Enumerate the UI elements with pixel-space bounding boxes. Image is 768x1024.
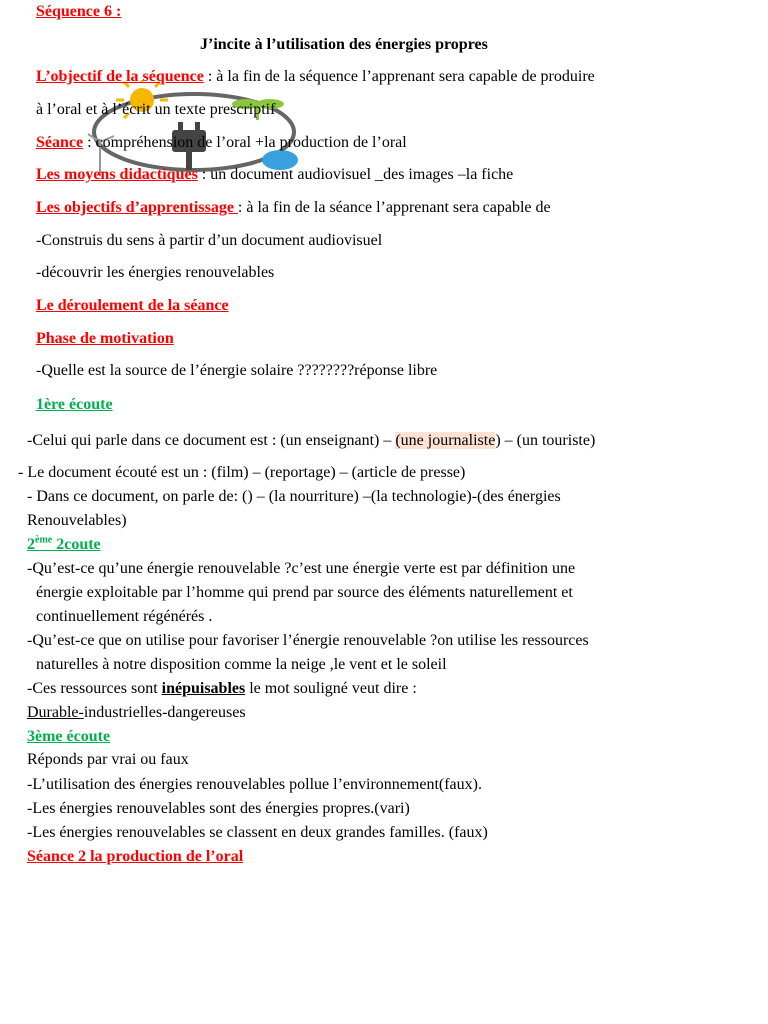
ecoute2-rest: 2coute xyxy=(52,536,101,553)
highlighted-answer: (une journaliste xyxy=(395,432,496,449)
question-speaker-a: -Celui qui parle dans ce document est : (un enseignant) – xyxy=(27,432,396,449)
objectif-sequence-cont: à l’oral et à l’écrit un texte prescriptif xyxy=(36,101,276,118)
ecoute3-line: -Les énergies renouvelables se classent en deux grandes familles. (faux) xyxy=(27,824,488,841)
ecoute2-num: 2 xyxy=(27,536,35,553)
ecoute2-line: -Qu’est-ce qu’une énergie renouvelable ?c’est une énergie verte est par définition une xyxy=(27,560,576,577)
question-topic-cont: Renouvelables) xyxy=(27,512,127,529)
seance-text: : compréhension de l’oral +la production de l’oral xyxy=(83,134,407,151)
choice-durable: Durable- xyxy=(27,704,84,721)
objectifs-apprentissage-line xyxy=(36,198,551,218)
ecoute2-line: continuellement régénérés . xyxy=(36,608,213,625)
ecoute1-heading: 1ère écoute xyxy=(36,396,113,413)
ecoute3-line: -Les énergies renouvelables sont des énergies propres.(vari) xyxy=(27,800,410,817)
seance2-heading: Séance 2 la production de l’oral xyxy=(27,848,244,865)
moyens-label: Les moyens didactiques xyxy=(36,166,198,183)
objectifs-apprentissage-text: : à la fin de la séance l’apprenant sera capable de xyxy=(237,199,551,216)
objectif-item: -Construis du sens à partir d’un document audiovisuel xyxy=(36,232,383,249)
ecoute2-line: énergie exploitable par l’homme qui prend par source des éléments naturellement et xyxy=(36,584,573,601)
question-document-type: - Le document écouté est un : (film) – (reportage) – (article de presse) xyxy=(18,464,466,481)
page-title: J’incite à l’utilisation des énergies propres xyxy=(200,36,488,53)
moyens-line xyxy=(36,165,513,185)
underlined-word: inépuisables xyxy=(161,680,246,697)
objectif-item: -découvrir les énergies renouvelables xyxy=(36,264,275,281)
seance-line xyxy=(36,133,407,153)
question-speaker-b: ) – (un touriste) xyxy=(495,432,596,449)
choice-rest: industrielles-dangereuses xyxy=(83,704,246,721)
ressources-a: -Ces ressources sont xyxy=(27,680,162,697)
objectif-sequence-text: : à la fin de la séquence l’apprenant sera capable de produire xyxy=(203,68,595,85)
sequence-number: Séquence 6 : xyxy=(36,3,122,20)
motivation-heading: Phase de motivation xyxy=(36,330,174,347)
ecoute2-heading xyxy=(27,535,101,555)
question-topic: - Dans ce document, on parle de: () – (la nourriture) –(la technologie)-(des énergies xyxy=(27,488,561,505)
seance-label: Séance xyxy=(36,134,84,151)
deroulement-heading: Le déroulement de la séance xyxy=(36,297,229,314)
objectif-sequence-label: L’objectif de la séquence xyxy=(36,68,204,85)
moyens-text: : un document audiovisuel _des images –la fiche xyxy=(197,166,514,183)
ecoute2-line: -Qu’est-ce que on utilise pour favoriser l’énergie renouvelable ?on utilise les ressources xyxy=(27,632,589,649)
ecoute3-line: Réponds par vrai ou faux xyxy=(27,751,189,768)
ecoute3-line: -L’utilisation des énergies renouvelables pollue l’environnement(faux). xyxy=(27,776,482,793)
objectif-sequence-line xyxy=(36,67,595,87)
ecoute2-line: naturelles à notre disposition comme la neige ,le vent et le soleil xyxy=(36,656,447,673)
ecoute3-heading: 3ème écoute xyxy=(27,728,111,745)
objectifs-apprentissage-label: Les objectifs d’apprentissage xyxy=(36,199,238,216)
ecoute2-sup: ème xyxy=(35,534,53,546)
question-speaker xyxy=(27,431,595,451)
ressources-b: le mot souligné veut dire : xyxy=(245,680,417,697)
motivation-question: -Quelle est la source de l’énergie solaire ????????réponse libre xyxy=(36,362,438,379)
ressources-question xyxy=(27,679,417,699)
ressources-choices xyxy=(27,703,246,723)
